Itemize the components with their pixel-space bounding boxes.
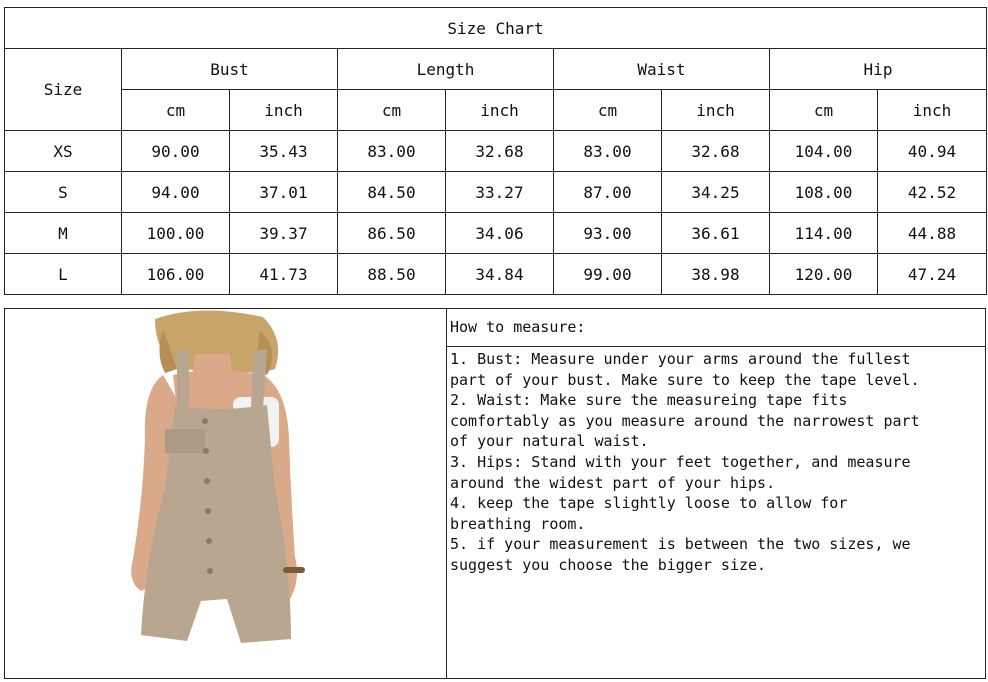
group-header-length: Length <box>338 49 554 90</box>
value-cell: 42.52 <box>878 172 987 213</box>
button-2 <box>203 448 209 454</box>
how-to-measure-title: How to measure: <box>447 309 985 347</box>
unit-header: inch <box>662 90 770 131</box>
value-cell: 83.00 <box>554 131 662 172</box>
value-cell: 99.00 <box>554 254 662 295</box>
instruction-line: suggest you choose the bigger size. <box>450 555 767 574</box>
button-5 <box>206 538 212 544</box>
value-cell: 34.84 <box>446 254 554 295</box>
group-header-bust: Bust <box>122 49 338 90</box>
instruction-line: 5. if your measurement is between the two sizes, we <box>450 535 911 554</box>
value-cell: 33.27 <box>446 172 554 213</box>
value-cell: 41.73 <box>230 254 338 295</box>
button-4 <box>205 508 211 514</box>
value-cell: 108.00 <box>770 172 878 213</box>
value-cell: 37.01 <box>230 172 338 213</box>
instruction-line: part of your bust. Make sure to keep the tape level. <box>450 370 920 389</box>
size-cell: S <box>5 172 122 213</box>
instruction-line: 1. Bust: Measure under your arms around the fullest <box>450 350 911 368</box>
instruction-line: of your natural waist. <box>450 432 649 451</box>
value-cell: 34.06 <box>446 213 554 254</box>
value-cell: 44.88 <box>878 213 987 254</box>
how-to-measure-body <box>447 347 985 576</box>
button-3 <box>204 478 210 484</box>
value-cell: 93.00 <box>554 213 662 254</box>
size-cell: XS <box>5 131 122 172</box>
value-cell: 104.00 <box>770 131 878 172</box>
unit-header: cm <box>338 90 446 131</box>
value-cell: 100.00 <box>122 213 230 254</box>
instruction-line: 3. Hips: Stand with your feet together, and measure <box>450 452 911 471</box>
value-cell: 38.98 <box>662 254 770 295</box>
strap-left <box>177 349 189 409</box>
button-1 <box>202 418 208 424</box>
unit-header: cm <box>770 90 878 131</box>
value-cell: 47.24 <box>878 254 987 295</box>
product-photo <box>5 309 447 678</box>
value-cell: 34.25 <box>662 172 770 213</box>
value-cell: 36.61 <box>662 213 770 254</box>
instruction-line: breathing room. <box>450 514 586 533</box>
group-header-hip: Hip <box>770 49 987 90</box>
instruction-line: around the widest part of your hips. <box>450 473 776 492</box>
how-to-measure-panel <box>447 309 985 678</box>
value-cell: 88.50 <box>338 254 446 295</box>
group-header-waist: Waist <box>554 49 770 90</box>
value-cell: 39.37 <box>230 213 338 254</box>
unit-header: inch <box>230 90 338 131</box>
value-cell: 83.00 <box>338 131 446 172</box>
bib-pocket <box>165 429 205 453</box>
value-cell: 120.00 <box>770 254 878 295</box>
size-chart-table <box>4 7 987 295</box>
instruction-line: comfortably as you measure around the narrowest part <box>450 411 920 430</box>
value-cell: 40.94 <box>878 131 987 172</box>
value-cell: 106.00 <box>122 254 230 295</box>
instruction-line: 2. Waist: Make sure the measureing tape fits <box>450 391 848 410</box>
value-cell: 32.68 <box>446 131 554 172</box>
value-cell: 90.00 <box>122 131 230 172</box>
value-cell: 32.68 <box>662 131 770 172</box>
size-cell: L <box>5 254 122 295</box>
bracelet <box>283 567 305 573</box>
size-chart-title: Size Chart <box>5 8 987 49</box>
instruction-line: 4. keep the tape slightly loose to allow for <box>450 494 848 513</box>
unit-header: cm <box>122 90 230 131</box>
size-column-header: Size <box>5 49 122 131</box>
value-cell: 94.00 <box>122 172 230 213</box>
model-illustration <box>5 309 446 678</box>
unit-header: inch <box>446 90 554 131</box>
size-cell: M <box>5 213 122 254</box>
value-cell: 86.50 <box>338 213 446 254</box>
table-row <box>5 131 987 172</box>
table-row <box>5 213 987 254</box>
table-row <box>5 172 987 213</box>
value-cell: 114.00 <box>770 213 878 254</box>
value-cell: 87.00 <box>554 172 662 213</box>
measure-section <box>4 308 986 679</box>
value-cell: 35.43 <box>230 131 338 172</box>
button-6 <box>207 568 213 574</box>
unit-header: inch <box>878 90 987 131</box>
table-row <box>5 254 987 295</box>
unit-header: cm <box>554 90 662 131</box>
value-cell: 84.50 <box>338 172 446 213</box>
